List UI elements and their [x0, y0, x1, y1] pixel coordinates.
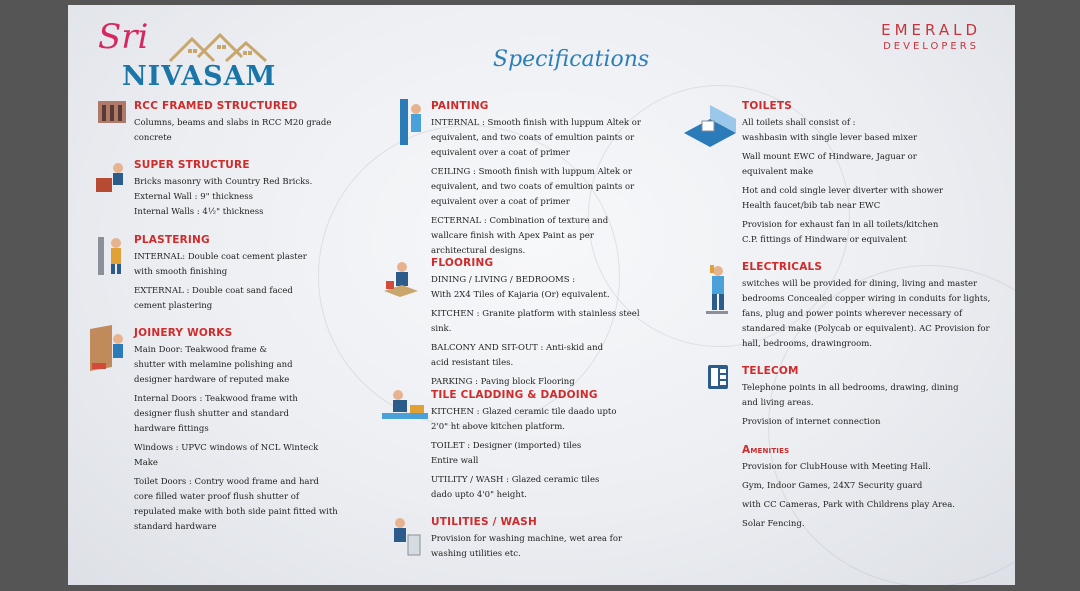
- section-text: Main Door: Teakwood frame & shutter with melamine polishing and designer hardware of reputed make: [134, 345, 293, 385]
- section-heading: RCC FRAMED STRUCTURED: [134, 100, 298, 112]
- electrician-icon: [702, 263, 732, 323]
- section-text: Bricks masonry with Country Red Bricks. External Wall : 9" thickness Internal Walls : 4½" thickness: [134, 177, 313, 217]
- section-heading: UTILITIES / WASH: [431, 516, 537, 528]
- section-heading: FLOORING: [431, 257, 494, 269]
- section-telecom: [742, 365, 962, 430]
- section-text: Hot and cold single lever diverter with shower Health faucet/bib tab near EWC: [742, 186, 944, 211]
- house-roofs-icon: [168, 31, 268, 65]
- section-heading: Amenities: [742, 444, 790, 456]
- section-text: INTERNAL : Smooth finish with luppum Altek or equivalent, and two coats of emultion paints or equivalent over a coat of primer: [431, 118, 641, 158]
- plumber-icon: [386, 515, 422, 559]
- section-heading: PAINTING: [431, 100, 489, 112]
- section-text: Toilet Doors : Contry wood frame and hard core filled water proof flush shutter of repulated make with both side paint fitted with standard hardware: [134, 477, 338, 532]
- section-rcc-structure: [134, 100, 334, 146]
- plasterer-icon: [96, 235, 128, 277]
- section-heading: JOINERY WORKS: [134, 327, 233, 339]
- section-heading: PLASTERING: [134, 234, 210, 246]
- sri-nivasam-logo: [96, 17, 276, 97]
- page-title: Specifications: [493, 47, 650, 72]
- section-amenities: [742, 444, 972, 532]
- brand-subtitle: DEVELOPERS: [883, 41, 980, 52]
- section-text: Windows : UPVC windows of NCL Winteck Make: [134, 443, 319, 468]
- section-tile-cladding: [431, 389, 621, 503]
- section-text: Telephone points in all bedrooms, drawing, dining and living areas.: [742, 383, 959, 408]
- section-joinery-works: [134, 327, 339, 535]
- bricklayer-icon: [94, 160, 128, 194]
- section-text: INTERNAL: Double coat cement plaster with smooth finishing: [134, 252, 307, 277]
- brand-name: EMERALD: [881, 21, 981, 39]
- section-text: Wall mount EWC of Hindware, Jaguar or equivalent make: [742, 152, 917, 177]
- section-text: Gym, Indoor Games, 24X7 Security guard: [742, 481, 923, 491]
- section-text: Provision for ClubHouse with Meeting Hall.: [742, 462, 931, 472]
- tile-worker-icon: [380, 387, 430, 425]
- section-text: Provision for washing machine, wet area for washing utilities etc.: [431, 534, 623, 559]
- section-flooring: [431, 257, 646, 390]
- section-painting: [431, 100, 643, 259]
- section-text: UTILITY / WASH : Glazed ceramic tiles dado upto 4'0" height.: [431, 475, 600, 500]
- section-text: EXTERNAL : Double coat sand faced cement plastering: [134, 286, 293, 311]
- section-text: with CC Cameras, Park with Childrens play Area.: [742, 500, 955, 510]
- section-text: Columns, beams and slabs in RCC M20 grade concrete: [134, 118, 332, 143]
- section-text: BALCONY AND SIT-OUT : Anti-skid and acid resistant tiles.: [431, 343, 604, 368]
- section-text: Internal Doors : Teakwood frame with designer flush shutter and standard hardware fittings: [134, 394, 298, 434]
- section-utilities-wash: [431, 516, 631, 562]
- section-text: All toilets shall consist of : washbasin with single lever based mixer: [742, 118, 918, 143]
- section-text: KITCHEN : Glazed ceramic tile daado upto 2'0" ht above kitchen platform.: [431, 407, 617, 432]
- logo-sri-text: Sri: [98, 17, 149, 57]
- section-text: CEILING : Smooth finish with luppum Altek or equivalent, and two coats of emultion paints or equivalent over a coat of primer: [431, 167, 635, 207]
- section-text: PARKING : Paving block Flooring: [431, 377, 575, 387]
- section-heading: TILE CLADDING & DADOING: [431, 389, 598, 401]
- section-electricals: [742, 261, 992, 352]
- section-text: KITCHEN : Granite platform with stainless steel sink.: [431, 309, 640, 334]
- section-heading: SUPER STRUCTURE: [134, 159, 250, 171]
- section-text: Provision of internet connection: [742, 417, 881, 427]
- section-toilets: [742, 100, 957, 248]
- section-heading: TOILETS: [742, 100, 792, 112]
- section-plastering: [134, 234, 319, 314]
- carpenter-door-icon: [84, 323, 130, 373]
- section-text: switches will be provided for dining, living and master bedrooms Concealed copper wiring in conduits for lights, fans, plug and power points wherever necessary of standared make (Polycab or equivalent). AC Provision for hall, bedrooms, drawingroom.: [742, 279, 991, 349]
- section-text: DINING / LIVING / BEDROOMS : With 2X4 Tiles of Kajaria (Or) equivalent.: [431, 275, 610, 300]
- developer-brand: [881, 21, 981, 52]
- specifications-page: [68, 5, 1015, 585]
- section-text: ECTERNAL : Combination of texture and wallcare finish with Apex Paint as per architectural designs.: [431, 216, 609, 256]
- section-text: Provision for exhaust fan in all toilets/kitchen C.P. fittings of Hindware or equivalent: [742, 220, 939, 245]
- logo-nivasam-text: NIVASAM: [122, 61, 277, 92]
- section-heading: ELECTRICALS: [742, 261, 823, 273]
- section-super-structure: [134, 159, 334, 220]
- telephone-icon: [706, 363, 730, 391]
- bathroom-icon: [682, 103, 738, 153]
- building-structure-icon: [96, 97, 128, 125]
- section-text: TOILET : Designer (imported) tiles Entire wall: [431, 441, 582, 466]
- section-text: Solar Fencing.: [742, 519, 805, 529]
- section-heading: TELECOM: [742, 365, 799, 377]
- painter-icon: [398, 97, 424, 147]
- floor-tiler-icon: [382, 261, 418, 299]
